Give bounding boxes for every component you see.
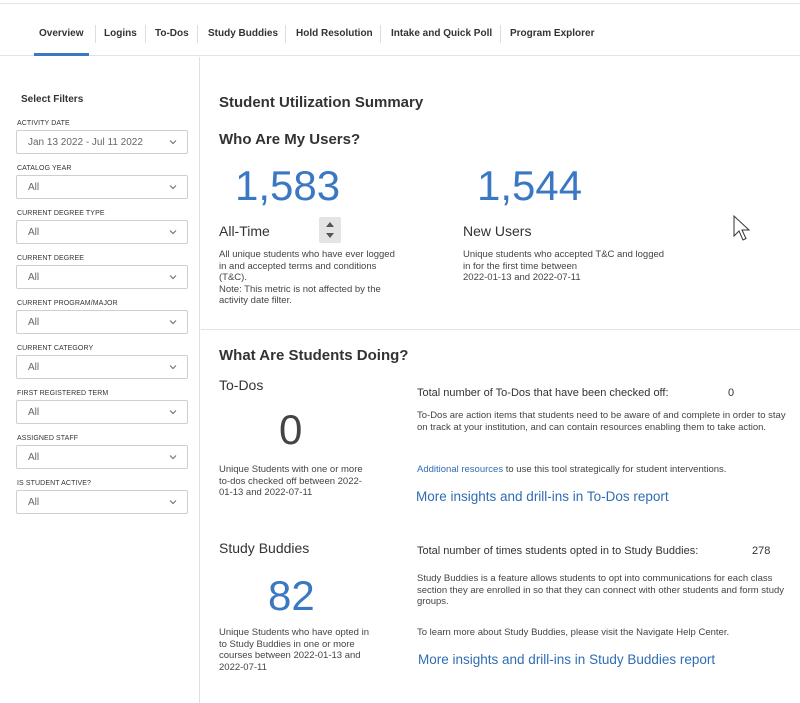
filters-title: Select Filters [21,94,84,105]
filter-label-activity-date: ACTIVITY DATE [17,120,70,127]
catalog-year-select[interactable] [16,175,188,199]
tab-overview[interactable]: Overview [39,28,84,39]
chevron-down-icon [168,272,178,282]
select-value: All [28,317,40,328]
tab-divider [95,25,96,43]
select-value: Jan 13 2022 - Jul 11 2022 [28,137,143,148]
todos-resources: Additional resources to use this tool strategically for student interventions. [417,464,727,475]
study-buddies-value: 82 [268,572,315,619]
buddies-help-text: To learn more about Study Buddies, please visit the Navigate Help Center. [417,627,730,638]
program-major-select[interactable] [16,310,188,334]
filter-label-assigned-staff: ASSIGNED STAFF [17,435,79,442]
all-time-description: All unique students who have ever logged in and accepted terms and conditions (T&C). Note: This metric is not affected by the activity date filter. [219,249,395,306]
select-value: All [28,182,40,193]
chevron-down-icon [168,497,178,507]
tab-divider [197,25,198,43]
student-active-select[interactable] [16,490,188,514]
page-title: Student Utilization Summary [219,94,424,111]
assigned-staff-select[interactable] [16,445,188,469]
activity-date-select[interactable] [16,130,188,154]
section-divider [201,329,800,330]
study-buddies-label: Study Buddies [219,540,310,556]
tab-divider [285,25,286,43]
new-users-label: New Users [463,223,532,239]
chevron-down-icon [168,407,178,417]
todos-info: To-Dos are action items that students need to be aware of and complete in order to stay on track at your institution, and can contain resources enabling them to take action. [417,410,786,433]
filter-label-first-term: FIRST REGISTERED TERM [17,390,109,397]
tab-program-explorer[interactable]: Program Explorer [510,28,595,39]
new-users-value: 1,544 [477,162,583,209]
chevron-down-icon [168,452,178,462]
select-value: All [28,407,40,418]
tab-todos[interactable]: To-Dos [155,28,189,39]
degree-select[interactable] [16,265,188,289]
chevron-down-icon [168,227,178,237]
select-value: All [28,227,40,238]
mouse-cursor-icon [732,214,752,242]
first-term-select[interactable] [16,400,188,424]
chevron-down-icon [168,317,178,327]
new-users-description: Unique students who accepted T&C and logged in for the first time between 2022-01-13 and 2022-07-11 [463,249,665,283]
users-heading: Who Are My Users? [219,131,361,148]
filter-sidebar [0,57,200,703]
filter-label-catalog-year: CATALOG YEAR [17,165,72,172]
category-select[interactable] [16,355,188,379]
tab-bar [0,20,800,56]
select-value: All [28,362,40,373]
tab-study-buddies[interactable]: Study Buddies [208,28,279,39]
active-tab-indicator [34,53,89,56]
sort-toggle[interactable] [319,217,341,243]
filter-label-program-major: CURRENT PROGRAM/MAJOR [17,300,118,307]
additional-resources-link[interactable]: Additional resources [417,464,504,475]
filter-label-degree-type: CURRENT DEGREE TYPE [17,210,105,217]
todos-total-label: Total number of To-Dos that have been checked off: [417,387,669,399]
filter-label-student-active: IS STUDENT ACTIVE? [17,480,92,487]
doing-heading: What Are Students Doing? [219,347,409,364]
tab-divider [380,25,381,43]
study-buddies-description: Unique Students who have opted in to Study Buddies in one or more courses between 2022-01-13 and 2022-07-11 [219,627,369,673]
filter-label-degree: CURRENT DEGREE [17,255,85,262]
buddies-total-label: Total number of times students opted in to Study Buddies: [417,545,699,557]
chevron-down-icon [168,362,178,372]
chevron-down-icon [168,137,178,147]
todos-report-link[interactable]: More insights and drill-ins in To-Dos report [416,489,669,504]
tab-hold-resolution[interactable]: Hold Resolution [296,28,373,39]
tab-divider [145,25,146,43]
select-value: All [28,497,40,508]
todos-label: To-Dos [219,377,264,393]
todos-value: 0 [279,406,303,453]
tab-divider [500,25,501,43]
todos-total-value: 0 [728,387,735,399]
tab-logins[interactable]: Logins [104,28,137,39]
buddies-info: Study Buddies is a feature allows students to opt into communications for each class section they are enrolled in so that they can connect with other students and form study groups. [417,573,785,607]
buddies-total-value: 278 [752,545,771,557]
chevron-down-icon [168,182,178,192]
todos-description: Unique Students with one or more to-dos checked off between 2022-01-13 and 2022-07-11 [219,464,363,498]
filter-label-category: CURRENT CATEGORY [17,345,94,352]
select-value: All [28,452,40,463]
degree-type-select[interactable] [16,220,188,244]
sort-icon [319,217,341,243]
all-time-value: 1,583 [235,162,341,209]
all-time-label: All-Time [219,223,270,239]
select-value: All [28,272,40,283]
top-border [0,0,800,4]
tab-intake-quick-poll[interactable]: Intake and Quick Poll [391,28,493,39]
buddies-report-link[interactable]: More insights and drill-ins in Study Buddies report [418,652,716,667]
